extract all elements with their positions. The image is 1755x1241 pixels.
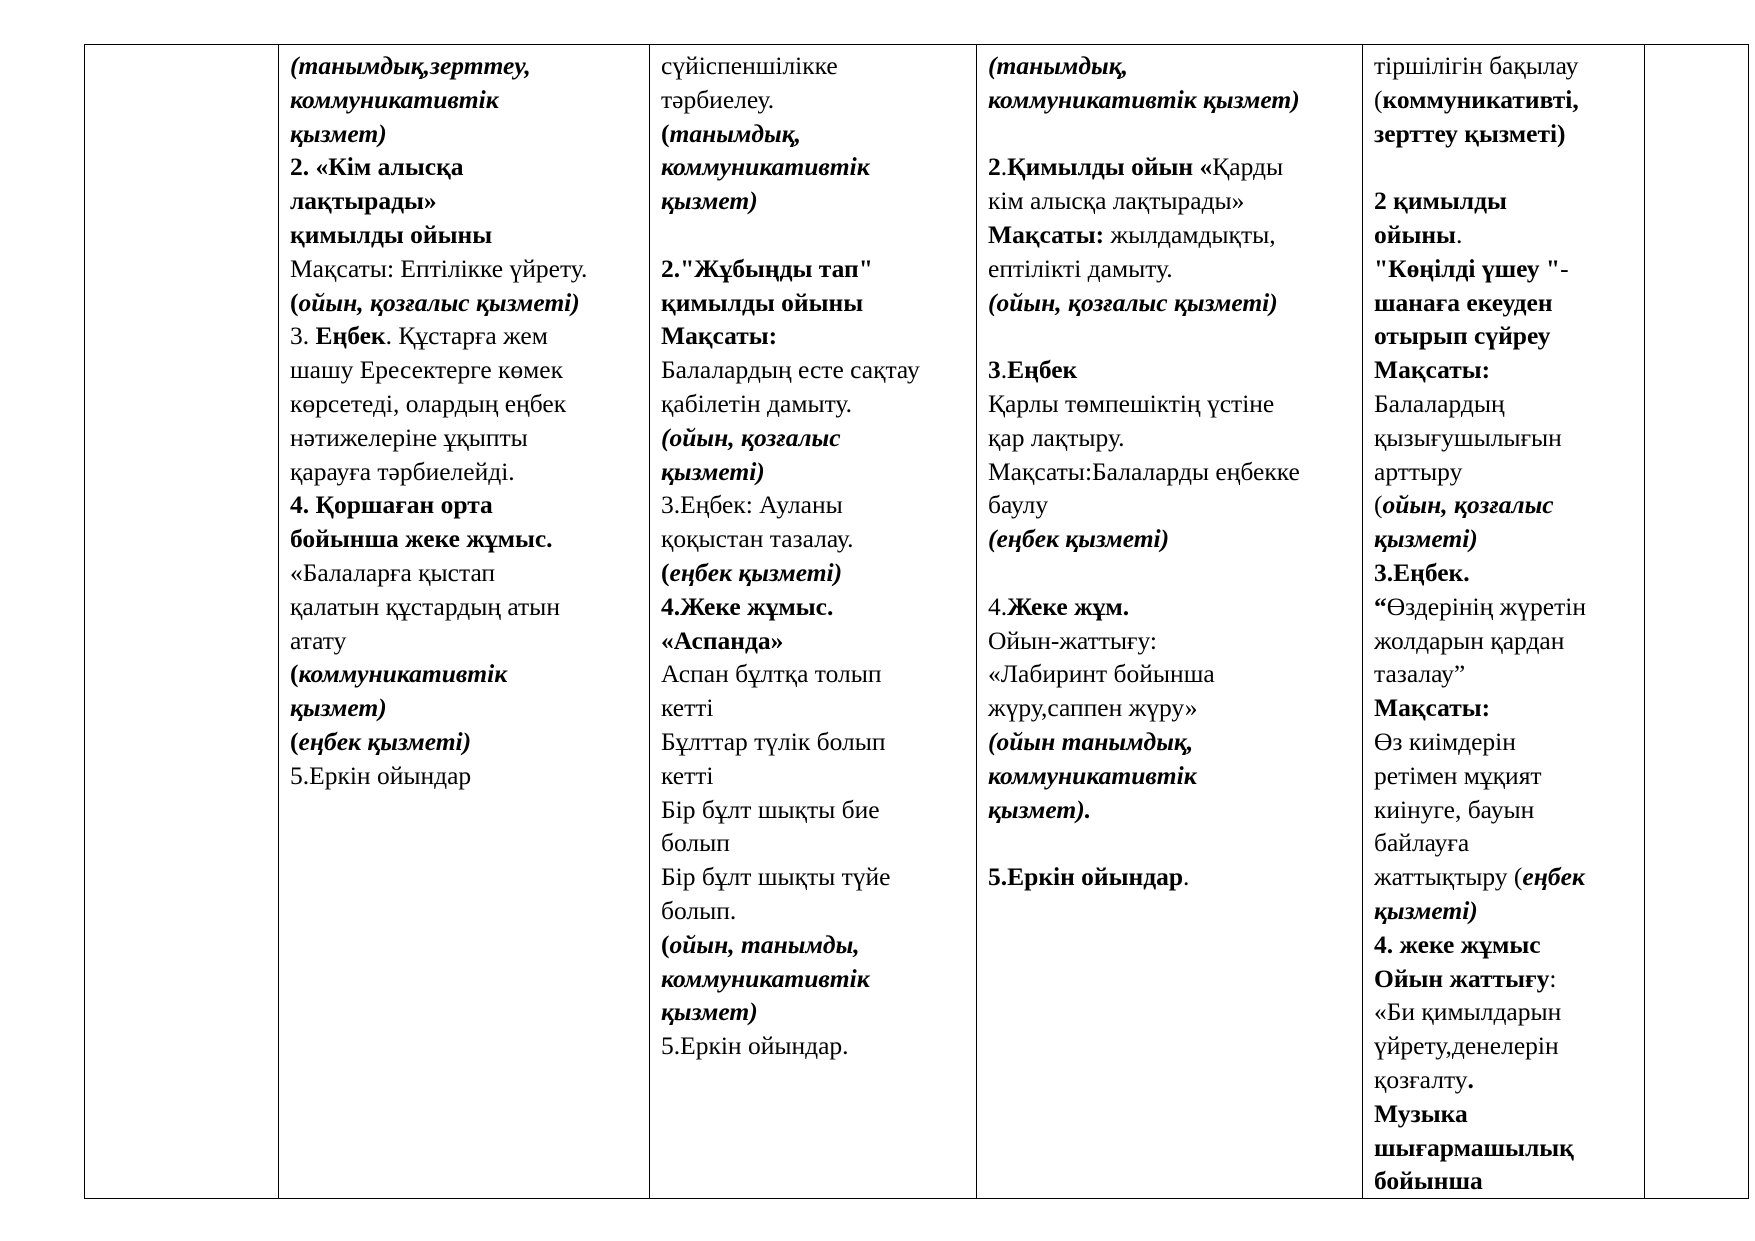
text-line	[290, 624, 640, 658]
text-run: қимылды ойыны	[290, 219, 493, 249]
text-line	[290, 117, 640, 151]
text-run: лақтырады»	[290, 186, 437, 216]
text-run: 4. Қоршаған орта	[290, 490, 493, 520]
text-run: «Лабиринт бойынша	[988, 659, 1215, 689]
text-line	[1374, 657, 1635, 691]
text-run: (ойын, қозғалыс	[661, 422, 841, 452]
text-run: қызмет)	[290, 118, 387, 148]
text-run: 2	[988, 152, 1001, 182]
text-line	[290, 725, 640, 759]
text-run: коммуникативтік	[661, 963, 870, 993]
text-run: Бір бұлт шықты бие	[661, 794, 880, 824]
cell-col5	[1363, 45, 1645, 1199]
text-run: .	[1000, 355, 1008, 385]
text-run: Еңбек	[1007, 355, 1078, 385]
text-line	[988, 488, 1353, 522]
text-line	[988, 590, 1353, 624]
text-run: 5.Еркін ойындар	[988, 862, 1184, 892]
text-run: қалатын құстардың атын	[290, 591, 560, 621]
text-run: коммуникативтік	[290, 84, 499, 114]
text-line	[988, 117, 1353, 151]
text-run: қозғалту	[1374, 1064, 1468, 1094]
text-line	[661, 556, 967, 590]
text-line	[988, 624, 1353, 658]
text-run: 3	[988, 355, 1001, 385]
text-run: 3.	[290, 321, 316, 351]
text-line	[661, 49, 967, 83]
text-line	[1374, 184, 1635, 218]
text-line	[661, 150, 967, 184]
text-line	[1374, 49, 1635, 83]
text-run: (	[1374, 490, 1383, 520]
text-run: (танымдық,зерттеу,	[290, 51, 531, 80]
text-run: қар лақтыру.	[988, 422, 1125, 452]
text-run: 4. жеке жұмыс	[1374, 929, 1541, 959]
text-run: Мақсаты: Ептілікке үйрету.	[290, 253, 588, 283]
text-line	[661, 1029, 967, 1063]
text-line	[1374, 624, 1635, 658]
text-run: қызығушылығын	[1374, 422, 1562, 452]
text-line	[1374, 83, 1635, 117]
text-line	[1374, 962, 1635, 996]
text-line	[1374, 117, 1635, 151]
text-run: танымдық,	[669, 118, 802, 148]
text-run: кім алысқа лақтырады»	[988, 186, 1245, 216]
text-line	[661, 184, 967, 218]
text-line	[661, 928, 967, 962]
text-run: жүру,саппен жүру»	[988, 693, 1198, 723]
text-line	[988, 150, 1353, 184]
text-line	[290, 319, 640, 353]
text-line	[1374, 725, 1635, 759]
text-line	[661, 860, 967, 894]
text-line	[290, 218, 640, 252]
text-line	[988, 421, 1353, 455]
text-run: (	[290, 287, 299, 317]
text-run: Мақсаты:Балаларды еңбекке	[988, 456, 1300, 486]
text-line	[290, 691, 640, 725]
text-line	[1374, 387, 1635, 421]
text-line	[1374, 1097, 1635, 1131]
text-run: коммуникативтік қызмет)	[988, 84, 1300, 114]
text-line	[988, 793, 1353, 827]
text-run: нәтижелеріне ұқыпты	[290, 422, 528, 452]
text-line	[988, 725, 1353, 759]
text-run: көрсетеді, олардың еңбек	[290, 388, 567, 418]
text-run: «Би қимылдарын	[1374, 997, 1562, 1027]
text-run: ойыны	[1374, 219, 1456, 249]
text-line	[290, 590, 640, 624]
text-run: Ойын жаттығу	[1374, 963, 1550, 993]
cell-col3	[650, 45, 977, 1199]
text-run: отырып сүйреу	[1374, 321, 1551, 351]
text-line	[1374, 556, 1635, 590]
text-run: Балалардың есте сақтау	[661, 355, 920, 385]
text-line	[1374, 488, 1635, 522]
text-line	[1374, 421, 1635, 455]
text-line	[661, 488, 967, 522]
cell-col1	[85, 45, 279, 1199]
text-run: қызметі)	[1374, 524, 1478, 554]
text-run: "Көңілді үшеу "	[1374, 253, 1561, 283]
text-run: ойын, танымды,	[669, 929, 860, 959]
text-run: арттыру	[1374, 456, 1463, 486]
text-line	[1374, 826, 1635, 860]
text-line	[988, 860, 1353, 894]
text-line	[661, 725, 967, 759]
text-line	[988, 49, 1353, 83]
text-line	[1374, 522, 1635, 556]
text-run: қызметі)	[661, 456, 765, 486]
text-line	[661, 624, 967, 658]
text-line	[1374, 455, 1635, 489]
text-run: (	[290, 726, 299, 756]
text-run: қарауға тәрбиелейді.	[290, 456, 515, 486]
text-run: кетті	[661, 693, 714, 723]
text-run: қызмет)	[661, 186, 758, 216]
text-run: кетті	[661, 760, 714, 790]
text-run: «Аспанда»	[661, 625, 784, 655]
text-run: Қарды	[1212, 152, 1284, 182]
text-run: Қимылды ойын «	[1007, 152, 1213, 182]
text-run: (	[661, 118, 670, 148]
text-line	[661, 319, 967, 353]
text-line	[1374, 218, 1635, 252]
text-run: Ойын-жаттығу:	[988, 625, 1157, 655]
text-line	[661, 759, 967, 793]
text-line	[661, 962, 967, 996]
text-line	[1374, 928, 1635, 962]
text-run: 5.Еркін ойындар.	[661, 1031, 849, 1061]
text-line	[988, 218, 1353, 252]
text-run: (танымдық,	[988, 51, 1129, 80]
text-run: “	[1374, 591, 1387, 621]
text-run: тіршілігін бақылау	[1374, 51, 1579, 80]
text-run: шанаға екеуден	[1374, 287, 1553, 317]
text-line	[661, 590, 967, 624]
text-line	[1374, 1164, 1635, 1198]
text-line	[988, 556, 1353, 590]
text-line	[290, 252, 640, 286]
text-run: ойын, қозғалыс қызметі)	[298, 287, 580, 317]
text-run: коммуникативтік	[988, 760, 1197, 790]
text-run: «Балаларға қыстап	[290, 557, 496, 587]
text-run: 3.Еңбек: Ауланы	[661, 490, 843, 520]
text-line	[661, 793, 967, 827]
text-run: коммуникативті,	[1382, 84, 1579, 114]
text-run: тазалау”	[1374, 659, 1466, 689]
text-run: коммуникативтік	[298, 659, 508, 689]
text-run: Музыка	[1374, 1098, 1468, 1128]
text-line	[661, 353, 967, 387]
text-line	[988, 826, 1353, 860]
text-run: атату	[290, 625, 347, 655]
text-run: жаттықтыру (	[1374, 862, 1523, 892]
text-line	[1374, 319, 1635, 353]
text-run: Өздерінің жүретін	[1386, 591, 1586, 621]
text-run: қабілетін дамыту.	[661, 388, 853, 418]
text-run: .	[1467, 1064, 1474, 1094]
text-run: (ойын, қозғалыс қызметі)	[988, 287, 1278, 317]
text-line	[988, 522, 1353, 556]
text-run: 4.	[988, 591, 1008, 621]
text-run: бойынша	[1374, 1166, 1483, 1196]
text-line	[988, 319, 1353, 353]
text-run: 2. «Кім алысқа	[290, 152, 464, 182]
text-run: қызмет)	[661, 997, 758, 1027]
text-line	[661, 826, 967, 860]
text-line	[988, 83, 1353, 117]
text-line	[290, 421, 640, 455]
text-line	[290, 657, 640, 691]
text-run: еңбек қызметі)	[298, 726, 472, 756]
text-run: үйрету,денелерін	[1374, 1031, 1559, 1061]
text-line	[1374, 860, 1635, 894]
text-run: қызмет).	[988, 794, 1092, 824]
text-run: Мақсаты:	[1374, 355, 1491, 385]
text-line	[988, 353, 1353, 387]
text-run: Аспан бұлтқа толып	[661, 659, 882, 689]
text-run: қоқыстан тазалау.	[661, 524, 854, 554]
text-line	[988, 184, 1353, 218]
text-line	[1374, 252, 1635, 286]
text-line	[1374, 759, 1635, 793]
text-run: еңбек	[1522, 862, 1585, 892]
text-line	[988, 455, 1353, 489]
text-run: Бұлттар түлік болып	[661, 726, 886, 756]
text-run: (	[1374, 84, 1383, 114]
text-line	[290, 556, 640, 590]
text-line	[661, 691, 967, 725]
text-run: сүйіспеншілікке	[661, 51, 838, 80]
text-line	[290, 49, 640, 83]
schedule-table	[84, 44, 1749, 1199]
text-line	[661, 387, 967, 421]
text-run: (	[290, 659, 299, 689]
text-run: жылдамдықты,	[1110, 219, 1276, 249]
text-run: тәрбиелеу.	[661, 84, 775, 114]
text-line	[290, 353, 640, 387]
text-line	[290, 184, 640, 218]
text-line	[290, 522, 640, 556]
text-run: Өз киімдерін	[1374, 726, 1516, 756]
cell-col4	[977, 45, 1363, 1199]
text-run: Еңбек	[315, 321, 386, 351]
text-line	[1374, 793, 1635, 827]
text-run: жолдарын қардан	[1374, 625, 1565, 655]
text-run: еңбек қызметі)	[669, 557, 843, 587]
text-run: ойын, қозғалыс	[1382, 490, 1554, 520]
text-line	[1374, 353, 1635, 387]
text-run: киінуге, бауын	[1374, 794, 1535, 824]
text-run: Бір бұлт шықты түйе	[661, 862, 891, 892]
text-run: (еңбек қызметі)	[988, 524, 1170, 554]
text-run: .	[1455, 219, 1463, 249]
text-run: Жеке жұм.	[1007, 591, 1130, 621]
text-line	[1374, 1029, 1635, 1063]
text-run: . Құстарға жем	[385, 321, 548, 351]
text-run: 3.Еңбек.	[1374, 557, 1470, 587]
text-run: (	[661, 557, 670, 587]
text-line	[988, 252, 1353, 286]
text-line	[1374, 1131, 1635, 1165]
text-run: Балалардың	[1374, 388, 1505, 418]
text-run: баулу	[988, 490, 1049, 520]
text-line	[1374, 995, 1635, 1029]
text-line	[988, 691, 1353, 725]
text-line	[661, 286, 967, 320]
text-run: Мақсаты:	[988, 219, 1111, 249]
text-run: шашу Ересектерге көмек	[290, 355, 564, 385]
text-run: Қарлы төмпешіктің үстіне	[988, 388, 1275, 418]
text-run: бойынша жеке жұмыс.	[290, 524, 553, 554]
text-line	[661, 995, 967, 1029]
text-line	[290, 286, 640, 320]
text-run: .	[1183, 862, 1190, 892]
text-run: ретімен мұқият	[1374, 760, 1542, 790]
text-run: болып	[661, 828, 730, 858]
text-line	[661, 252, 967, 286]
text-line	[661, 657, 967, 691]
text-line	[1374, 691, 1635, 725]
text-run: 2."Жұбыңды тап"	[661, 253, 873, 283]
text-line	[661, 83, 967, 117]
text-line	[661, 455, 967, 489]
text-line	[988, 759, 1353, 793]
text-line	[988, 387, 1353, 421]
text-line	[988, 286, 1353, 320]
text-run: -	[1560, 253, 1569, 283]
text-run: ептілікті дамыту.	[988, 253, 1173, 283]
text-line	[1374, 894, 1635, 928]
text-line	[1374, 1063, 1635, 1097]
text-run: 5.Еркін ойындар	[290, 760, 472, 790]
text-line	[290, 455, 640, 489]
text-run: .	[1000, 152, 1008, 182]
text-line	[290, 150, 640, 184]
cell-col6	[1645, 45, 1749, 1199]
text-run: қызметі)	[1374, 895, 1478, 925]
text-line	[661, 117, 967, 151]
text-run: коммуникативтік	[661, 152, 870, 182]
text-run: шығармашылық	[1374, 1132, 1574, 1162]
text-run: :	[1549, 963, 1557, 993]
text-run: зерттеу қызметі)	[1374, 118, 1566, 148]
text-line	[661, 421, 967, 455]
text-line	[661, 218, 967, 252]
text-line	[661, 894, 967, 928]
text-line	[1374, 286, 1635, 320]
text-run: 4.Жеке жұмыс.	[661, 591, 834, 621]
text-run: Мақсаты:	[1374, 693, 1491, 723]
text-run: болып.	[661, 895, 737, 925]
text-run: (	[661, 929, 670, 959]
text-run: қызмет)	[290, 693, 387, 723]
text-run: 2 қимылды	[1374, 186, 1507, 216]
text-line	[290, 83, 640, 117]
cell-col2	[279, 45, 650, 1199]
text-line	[1374, 590, 1635, 624]
text-run: қимылды ойыны	[661, 287, 864, 317]
text-run: Мақсаты:	[661, 321, 778, 351]
table-row	[85, 45, 1749, 1199]
text-run: (ойын танымдық,	[988, 726, 1194, 756]
text-line	[290, 387, 640, 421]
text-line	[661, 522, 967, 556]
text-line	[290, 759, 640, 793]
text-run: байлауға	[1374, 828, 1470, 858]
text-line	[988, 657, 1353, 691]
text-line	[1374, 150, 1635, 184]
text-line	[290, 488, 640, 522]
